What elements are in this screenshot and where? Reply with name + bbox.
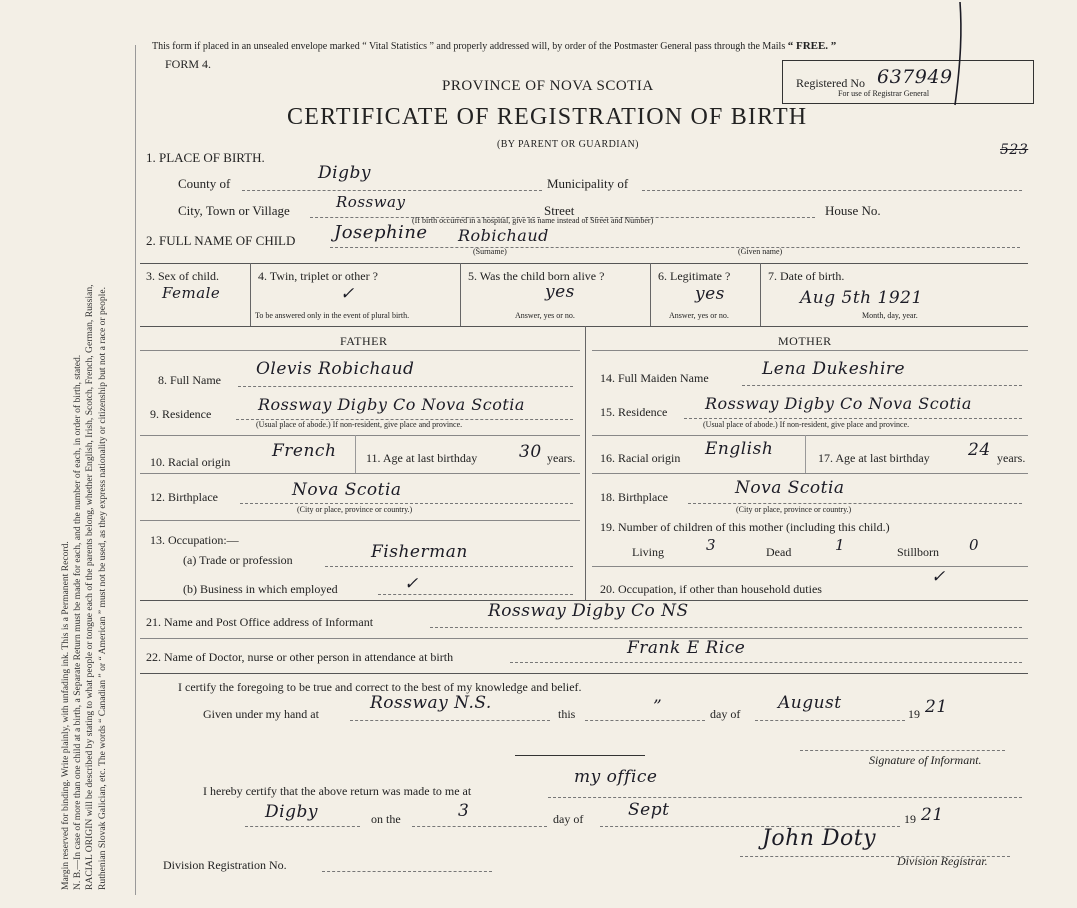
row-divider-1 <box>250 263 251 326</box>
year-prefix: 19 <box>908 707 920 721</box>
city-label: City, Town or Village <box>178 203 290 218</box>
month-value: August <box>778 693 842 713</box>
father-age-label: 11. Age at last birthday <box>366 451 478 465</box>
registrar-statement: I hereby certify that the above return was made to me at <box>203 784 472 798</box>
child-name-label: 2. FULL NAME OF CHILD <box>146 233 296 248</box>
mother-racial-label: 16. Racial origin <box>600 451 681 465</box>
mother-birthplace-label: 18. Birthplace <box>600 490 668 504</box>
margin-instructions <box>60 30 109 890</box>
division-registration-label: Division Registration No. <box>163 858 287 872</box>
day-of-label: day of <box>710 707 741 721</box>
mother-racial-value: English <box>705 439 774 459</box>
registrar-day-value: 3 <box>458 801 470 821</box>
father-trade-line <box>325 566 573 567</box>
mother-residence-value: Rossway Digby Co Nova Scotia <box>705 394 972 413</box>
division-registrar-label: Division Registrar. <box>897 854 988 868</box>
row-bottom-rule <box>140 326 1028 327</box>
certificate-title: CERTIFICATE OF REGISTRATION OF BIRTH <box>287 104 808 130</box>
father-birthplace-value: Nova Scotia <box>292 480 402 500</box>
municipality-line <box>642 190 1022 191</box>
given-under-label: Given under my hand at <box>203 707 319 721</box>
mother-birthplace-line <box>688 503 1022 504</box>
this-label: this <box>558 707 576 721</box>
father-birthplace-label: 12. Birthplace <box>150 490 218 504</box>
father-rule-2 <box>140 473 580 474</box>
margin-line-3: RACIAL ORIGIN will be described by stating to what people or tongue each of the parents belong, whether English, Irish, Scotch, French, German, Russian, <box>84 284 96 890</box>
father-trade-label: (a) Trade or profession <box>183 553 293 567</box>
mother-heading-rule <box>592 350 1028 351</box>
mother-heading: MOTHER <box>778 334 832 348</box>
father-name-value: Olevis Robichaud <box>256 359 415 379</box>
county-label: County of <box>178 176 231 191</box>
father-name-label: 8. Full Name <box>158 373 221 387</box>
street-label: Street <box>544 203 575 218</box>
twin-label: 4. Twin, triplet or other ? <box>258 269 378 283</box>
mail-free: “ FREE. ” <box>787 40 837 52</box>
registrar-year-value: 21 <box>921 805 944 825</box>
doctor-value: Frank E Rice <box>627 638 746 658</box>
living-value: 3 <box>706 536 717 554</box>
this-value: ” <box>653 697 663 717</box>
father-age-value: 30 <box>519 442 542 462</box>
mother-name-value: Lena Dukeshire <box>762 359 906 379</box>
father-rule-3 <box>140 520 580 521</box>
father-racial-label: 10. Racial origin <box>150 455 231 469</box>
twin-value: ✓ <box>340 284 355 304</box>
county-value: Digby <box>318 163 371 183</box>
margin-line-1: Margin reserved for binding. Write plainly, with unfading ink. This is a Permanent Record. <box>60 541 71 890</box>
registered-number: 637949 <box>877 66 953 88</box>
father-heading: FATHER <box>340 334 388 348</box>
mother-occupation-value: ✓ <box>931 567 946 587</box>
division-registration-line <box>322 871 492 872</box>
father-racial-value: French <box>272 441 337 461</box>
living-label: Living <box>632 545 664 559</box>
hospital-note: (If birth occurred in a hospital, give its name instead of Street and Number) <box>412 216 654 225</box>
father-residence-value: Rossway Digby Co Nova Scotia <box>258 395 525 414</box>
mother-birthplace-note: (City or place, province or country.) <box>736 505 852 514</box>
certificate-subtitle: (BY PARENT OR GUARDIAN) <box>497 139 639 150</box>
mother-children-label: 19. Number of children of this mother (including this child.) <box>600 520 890 534</box>
parents-divider <box>585 326 586 600</box>
month-line <box>755 720 905 721</box>
mother-residence-note: (Usual place of abode.) If non-resident, give place and province. <box>703 420 910 429</box>
alive-note: Answer, yes or no. <box>515 311 575 320</box>
registrar-use-note: For use of Registrar General <box>838 89 930 98</box>
form-number: FORM 4. <box>165 57 212 71</box>
mother-residence-line <box>684 418 1022 419</box>
mother-racial-divider <box>805 435 806 473</box>
row-divider-4 <box>760 263 761 326</box>
dead-label: Dead <box>766 545 792 559</box>
child-surname: Robichaud <box>458 226 549 245</box>
this-line <box>585 720 705 721</box>
father-rule-1 <box>140 435 580 436</box>
father-birthplace-note: (City or place, province or country.) <box>297 505 413 514</box>
dob-note: Month, day, year. <box>862 311 918 320</box>
city-value: Rossway <box>336 193 406 211</box>
mother-occupation-label: 20. Occupation, if other than household duties <box>600 582 822 596</box>
stillborn-value: 0 <box>969 536 980 554</box>
given-name-caption: (Given name) <box>738 247 783 256</box>
informant-value: Rossway Digby Co NS <box>488 601 689 621</box>
father-business-label: (b) Business in which employed <box>183 582 338 596</box>
informant-signature-label: Signature of Informant. <box>869 753 982 767</box>
legitimate-note: Answer, yes or no. <box>669 311 729 320</box>
given-place-value: Rossway N.S. <box>370 693 492 713</box>
father-business-value: ✓ <box>404 574 419 594</box>
mother-name-label: 14. Full Maiden Name <box>600 371 709 385</box>
mail-notice: This form if placed in an unsealed envelope marked “ Vital Statistics ” and properly addressed will, by order of the Postmaster General pass through the Mails “ FREE. ” <box>152 40 837 52</box>
registrar-signature: John Doty <box>762 826 877 851</box>
father-trade-value: Fisherman <box>371 542 468 562</box>
margin-line-2: N. B.—In case of more than one child at a birth, a Separate Return must be made for each, and the number of each, in order of birth, stated. <box>72 354 84 890</box>
municipality-label: Municipality of <box>547 176 629 191</box>
margin-rule <box>135 45 136 895</box>
doctor-line <box>510 662 1022 663</box>
pen-stroke-mark <box>940 0 980 110</box>
row-divider-2 <box>460 263 461 326</box>
father-occupation-label: 13. Occupation:— <box>150 533 239 547</box>
mother-years: years. <box>997 451 1026 465</box>
stillborn-label: Stillborn <box>897 545 940 559</box>
mother-rule-1 <box>592 435 1028 436</box>
alive-value: yes <box>545 282 575 302</box>
corner-number: 523 <box>1000 142 1029 158</box>
informant-label: 21. Name and Post Office address of Informant <box>146 615 374 629</box>
given-place-line <box>350 720 550 721</box>
registrar-year-prefix: 19 <box>904 812 916 826</box>
dob-value: Aug 5th 1921 <box>800 288 923 308</box>
registrar-place-line <box>548 797 1022 798</box>
year-value: 21 <box>925 697 948 717</box>
dead-value: 1 <box>835 536 846 554</box>
father-years: years. <box>547 451 576 465</box>
mother-rule-2 <box>592 473 1028 474</box>
father-business-line <box>378 594 573 595</box>
place-of-birth-heading: 1. PLACE OF BIRTH. <box>146 150 265 165</box>
sex-value: Female <box>162 284 221 302</box>
father-birthplace-line <box>240 503 573 504</box>
father-racial-divider <box>355 435 356 473</box>
alive-label: 5. Was the child born alive ? <box>468 269 605 283</box>
registrar-month-value: Sept <box>628 800 670 820</box>
father-residence-label: 9. Residence <box>150 407 212 421</box>
certify-statement: I certify the foregoing to be true and correct to the best of my knowledge and belief. <box>178 680 582 694</box>
registrar-town-value: Digby <box>265 802 318 822</box>
on-the-label: on the <box>371 812 401 826</box>
father-heading-rule <box>140 350 580 351</box>
mother-residence-label: 15. Residence <box>600 405 668 419</box>
child-given-name: Josephine <box>334 222 428 243</box>
registrar-day-of-label: day of <box>553 812 584 826</box>
row-divider-3 <box>650 263 651 326</box>
mother-age-label: 17. Age at last birthday <box>818 451 930 465</box>
father-residence-note: (Usual place of abode.) If non-resident, give place and province. <box>256 420 463 429</box>
mother-age-value: 24 <box>968 440 991 460</box>
mother-rule-3 <box>592 566 1028 567</box>
margin-line-4: Ruthenian Slovak Galician, etc. The words “ Canadian ” or “ American ” must not be used, as they express nationality or citizenship but not a race or people. <box>96 287 108 890</box>
informant-rule <box>140 638 1028 639</box>
informant-signature-line <box>800 750 1005 751</box>
doctor-rule <box>140 673 1028 674</box>
registrar-town-line <box>245 826 360 827</box>
doctor-label: 22. Name of Doctor, nurse or other person in attendance at birth <box>146 650 454 664</box>
surname-caption: (Surname) <box>473 247 507 256</box>
mother-name-line <box>742 385 1022 386</box>
registrar-day-line <box>412 826 547 827</box>
legitimate-value: yes <box>695 284 725 304</box>
legitimate-label: 6. Legitimate ? <box>658 269 731 283</box>
sex-label: 3. Sex of child. <box>146 269 219 283</box>
mother-birthplace-value: Nova Scotia <box>735 478 845 498</box>
row-top-rule <box>140 263 1028 264</box>
father-name-line <box>238 386 573 387</box>
registrar-place-value: my office <box>574 767 658 787</box>
county-line <box>242 190 542 191</box>
twin-note: To be answered only in the event of plural birth. <box>255 311 410 320</box>
house-label: House No. <box>825 203 881 218</box>
province-heading: PROVINCE OF NOVA SCOTIA <box>442 78 654 94</box>
child-name-line <box>330 247 1020 248</box>
informant-line <box>430 627 1022 628</box>
registered-label: Registered No <box>796 76 865 90</box>
short-divider <box>515 755 645 756</box>
dob-label: 7. Date of birth. <box>768 269 845 283</box>
